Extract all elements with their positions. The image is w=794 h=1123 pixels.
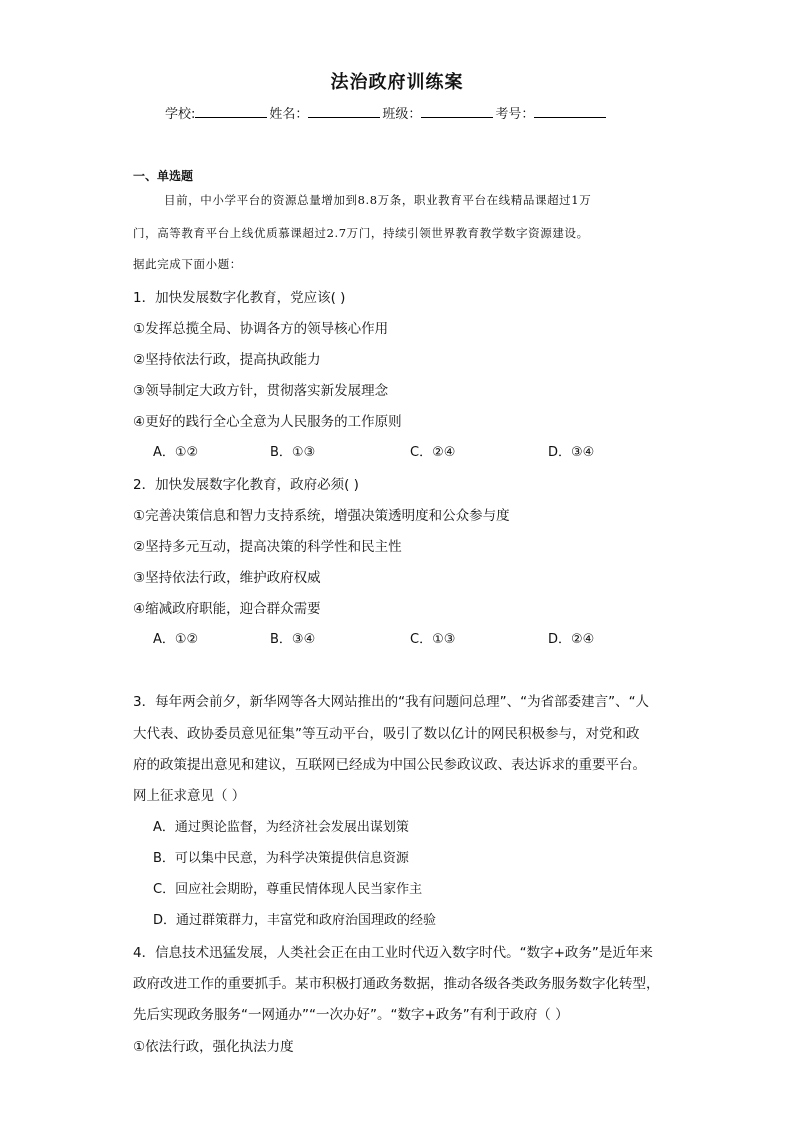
question-2-option-b[interactable]: B．③④: [270, 632, 316, 647]
question-1-item: ①发挥总揽全局、协调各方的领导核心作用: [133, 321, 389, 337]
question-1-item: ④更好的践行全心全意为人民服务的工作原则: [133, 414, 402, 430]
class-label: 班级：: [382, 107, 422, 122]
student-info-row: [165, 103, 608, 122]
class-blank: [421, 105, 493, 118]
question-3-option-c[interactable]: C．回应社会期盼，尊重民情体现人民当家作主: [153, 882, 423, 897]
exam-no-label: 考号：: [495, 107, 535, 122]
name-label: 姓名：: [269, 107, 309, 122]
question-3-stem-line: 网上征求意见（ ）: [133, 788, 246, 804]
question-4-stem-line: 4．信息技术迅猛发展，人类社会正在由工业时代迈入数字时代。“数字+政务”是近年来: [133, 945, 653, 961]
question-1-stem: 1．加快发展数字化教育，党应该( ): [133, 290, 346, 306]
question-4-stem-line: 政府改进工作的重要抓手。某市积极打通政务数据，推动各级各类政务服务数字化转型，: [133, 976, 660, 992]
question-3-stem-line: 府的政策提出意见和建议，互联网已经成为中国公民参政议政、表达诉求的重要平台。: [133, 757, 646, 773]
question-1-item: ②坚持依法行政，提高执政能力: [133, 352, 321, 368]
school-blank: [195, 105, 267, 118]
question-1-item: ③领导制定大政方针，贯彻落实新发展理念: [133, 383, 389, 399]
question-2-stem: 2．加快发展数字化教育，政府必须( ): [133, 477, 359, 493]
question-2-option-c[interactable]: C．①③: [410, 632, 456, 647]
question-4-item: ①依法行政，强化执法力度: [133, 1039, 294, 1055]
question-3-stem-line: 大代表、政协委员意见征集”等互动平台，吸引了数以亿计的网民积极参与，对党和政: [133, 726, 640, 742]
school-label: 学校:: [165, 107, 196, 122]
passage-line: 据此完成下面小题：: [133, 257, 242, 271]
question-3-option-d[interactable]: D．通过群策群力，丰富党和政府治国理政的经验: [153, 913, 437, 928]
question-1-option-b[interactable]: B．①③: [270, 445, 316, 460]
question-3-option-b[interactable]: B．可以集中民意，为科学决策提供信息资源: [153, 851, 409, 866]
question-2-item: ③坚持依法行政，维护政府权威: [133, 570, 321, 586]
question-2-item: ④缩减政府职能，迎合群众需要: [133, 601, 321, 617]
passage-line: 门，高等教育平台上线优质慕课超过2.7万门，持续引领世界教育教学数字资源建设。: [133, 226, 589, 240]
question-1-option-c[interactable]: C．②④: [410, 445, 456, 460]
section-heading: 一、单选题: [133, 169, 194, 183]
question-1-option-d[interactable]: D．③④: [548, 445, 595, 460]
question-2-item: ①完善决策信息和智力支持系统，增强决策透明度和公众参与度: [133, 508, 510, 524]
question-3-stem-line: 3．每年两会前夕，新华网等各大网站推出的“我有问题问总理”、“为省部委建言”、“人: [133, 694, 650, 710]
page-title: 法治政府训练案: [330, 72, 464, 93]
name-blank: [308, 105, 380, 118]
question-2-option-a[interactable]: A．①②: [153, 632, 199, 647]
question-2-item: ②坚持多元互动，提高决策的科学性和民主性: [133, 539, 402, 555]
question-2-option-d[interactable]: D．②④: [548, 632, 595, 647]
question-4-stem-line: 先后实现政务服务“一网通办”“一次办好”。“数字+政务”有利于政府（ ）: [133, 1007, 569, 1023]
question-3-option-a[interactable]: A．通过舆论监督，为经济社会发展出谋划策: [153, 820, 409, 835]
passage-line: 目前，中小学平台的资源总量增加到8.8万条，职业教育平台在线精品课超过1万: [164, 193, 592, 207]
exam-no-blank: [534, 105, 606, 118]
question-1-option-a[interactable]: A．①②: [153, 445, 199, 460]
